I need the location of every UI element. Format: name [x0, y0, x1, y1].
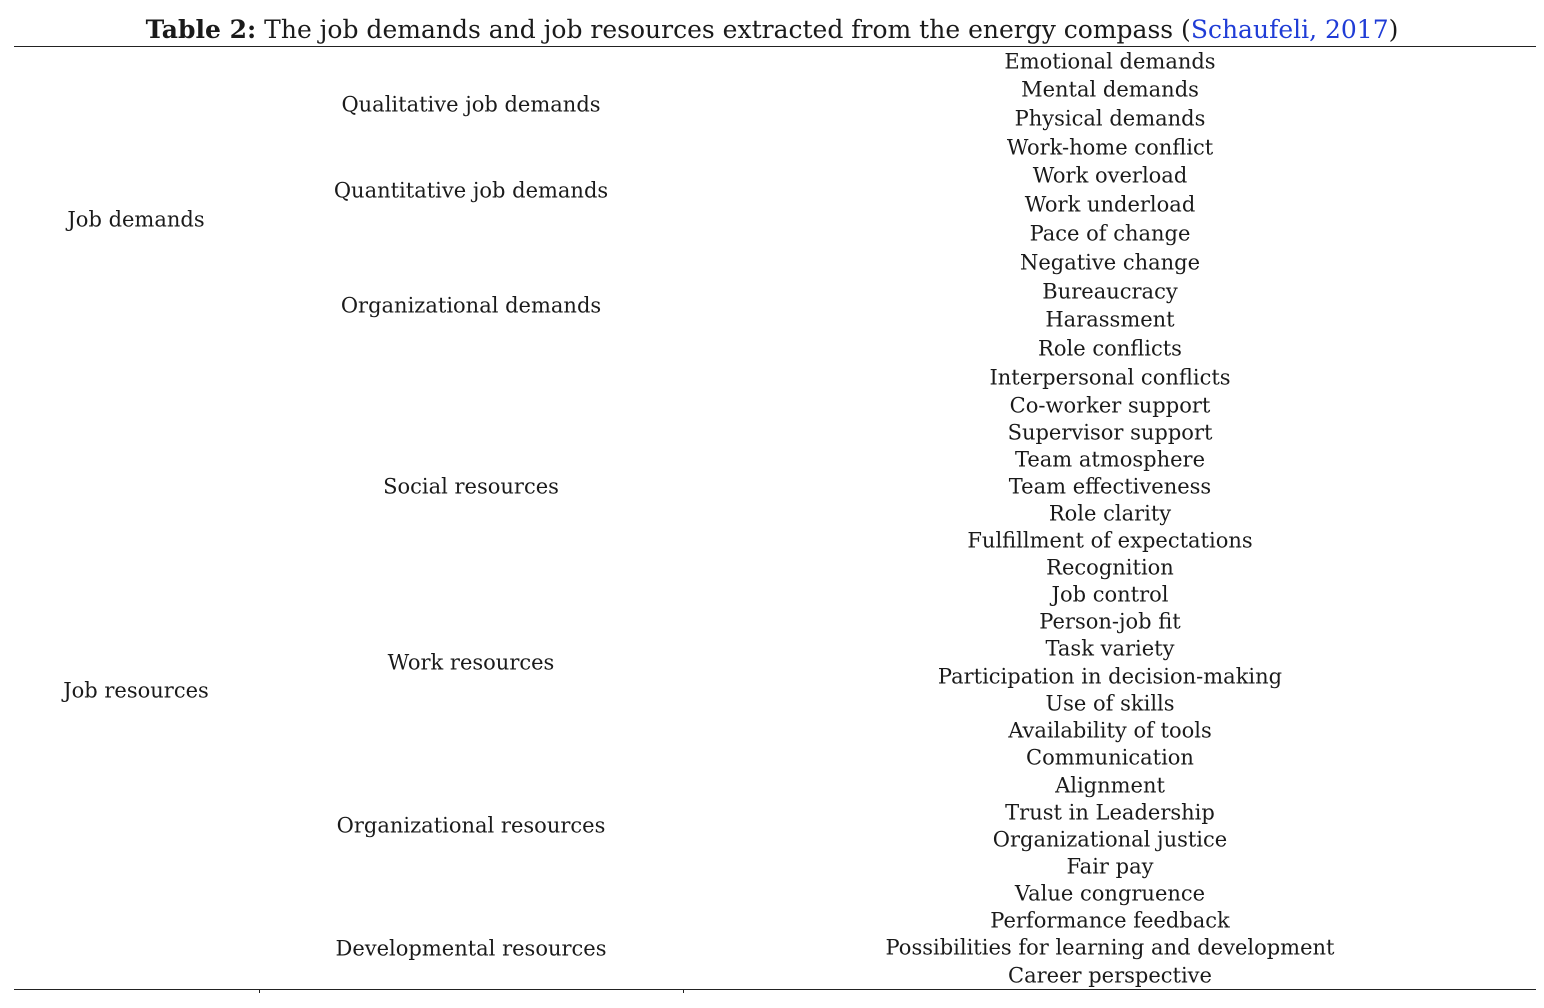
item-cell: Role conflicts [1038, 336, 1182, 361]
item-cell: Value congruence [1014, 881, 1206, 906]
item-cell: Task variety [1045, 636, 1175, 661]
caption-label: Table 2: [145, 15, 257, 44]
item-cell: Mental demands [1021, 77, 1199, 102]
item-cell: Organizational justice [992, 827, 1228, 852]
table-top-rule [14, 46, 1536, 47]
item-cell: Emotional demands [1004, 49, 1216, 74]
group-label: Organizational resources [336, 813, 606, 838]
item-cell: Trust in Leadership [1005, 800, 1215, 825]
item-cell: Work-home conflict [1006, 135, 1214, 160]
group-label: Developmental resources [335, 936, 607, 960]
item-cell: Work overload [1032, 163, 1188, 188]
group-label: Work resources [387, 650, 555, 675]
item-cell: Co-worker support [1009, 393, 1211, 418]
column-tick-2 [683, 989, 684, 993]
group-label: Organizational demands [340, 293, 602, 318]
group-label: Quantitative job demands [333, 178, 609, 202]
caption-close: ) [1388, 15, 1399, 44]
item-cell: Interpersonal conflicts [989, 365, 1231, 390]
item-cell: Recognition [1046, 555, 1174, 580]
item-cell: Career perspective [1008, 963, 1212, 988]
item-cell: Person-job fit [1039, 609, 1181, 634]
table-bottom-rule [14, 989, 1536, 990]
item-cell: Participation in decision-making [937, 664, 1283, 689]
item-cell: Supervisor support [1007, 420, 1213, 445]
item-cell: Alignment [1055, 773, 1165, 798]
group-label: Qualitative job demands [341, 92, 601, 117]
item-cell: Possibilities for learning and development [885, 935, 1335, 960]
item-cell: Physical demands [1014, 106, 1206, 131]
caption-text: The job demands and job resources extracted from the energy compass ( [256, 15, 1191, 44]
item-cell: Use of skills [1045, 691, 1175, 716]
item-cell: Team effectiveness [1008, 474, 1212, 499]
item-cell: Fulfillment of expectations [967, 528, 1253, 553]
item-cell: Performance feedback [990, 908, 1230, 933]
item-cell: Communication [1026, 745, 1194, 770]
item-cell: Role clarity [1048, 501, 1172, 526]
category-label: Job demands [67, 207, 205, 232]
item-cell: Negative change [1019, 250, 1201, 275]
column-tick-1 [259, 989, 260, 993]
item-cell: Availability of tools [1008, 718, 1212, 743]
item-cell: Work underload [1024, 192, 1196, 217]
group-label: Social resources [383, 474, 559, 499]
item-cell: Job control [1051, 582, 1169, 607]
item-cell: Team atmosphere [1014, 447, 1206, 472]
item-cell: Fair pay [1066, 854, 1154, 879]
item-cell: Pace of change [1029, 221, 1191, 246]
item-cell: Bureaucracy [1042, 279, 1178, 304]
category-label: Job resources [63, 678, 209, 703]
citation-link[interactable]: Schaufeli, 2017 [1190, 15, 1389, 44]
item-cell: Harassment [1045, 307, 1175, 332]
table-caption [0, 13, 1544, 47]
